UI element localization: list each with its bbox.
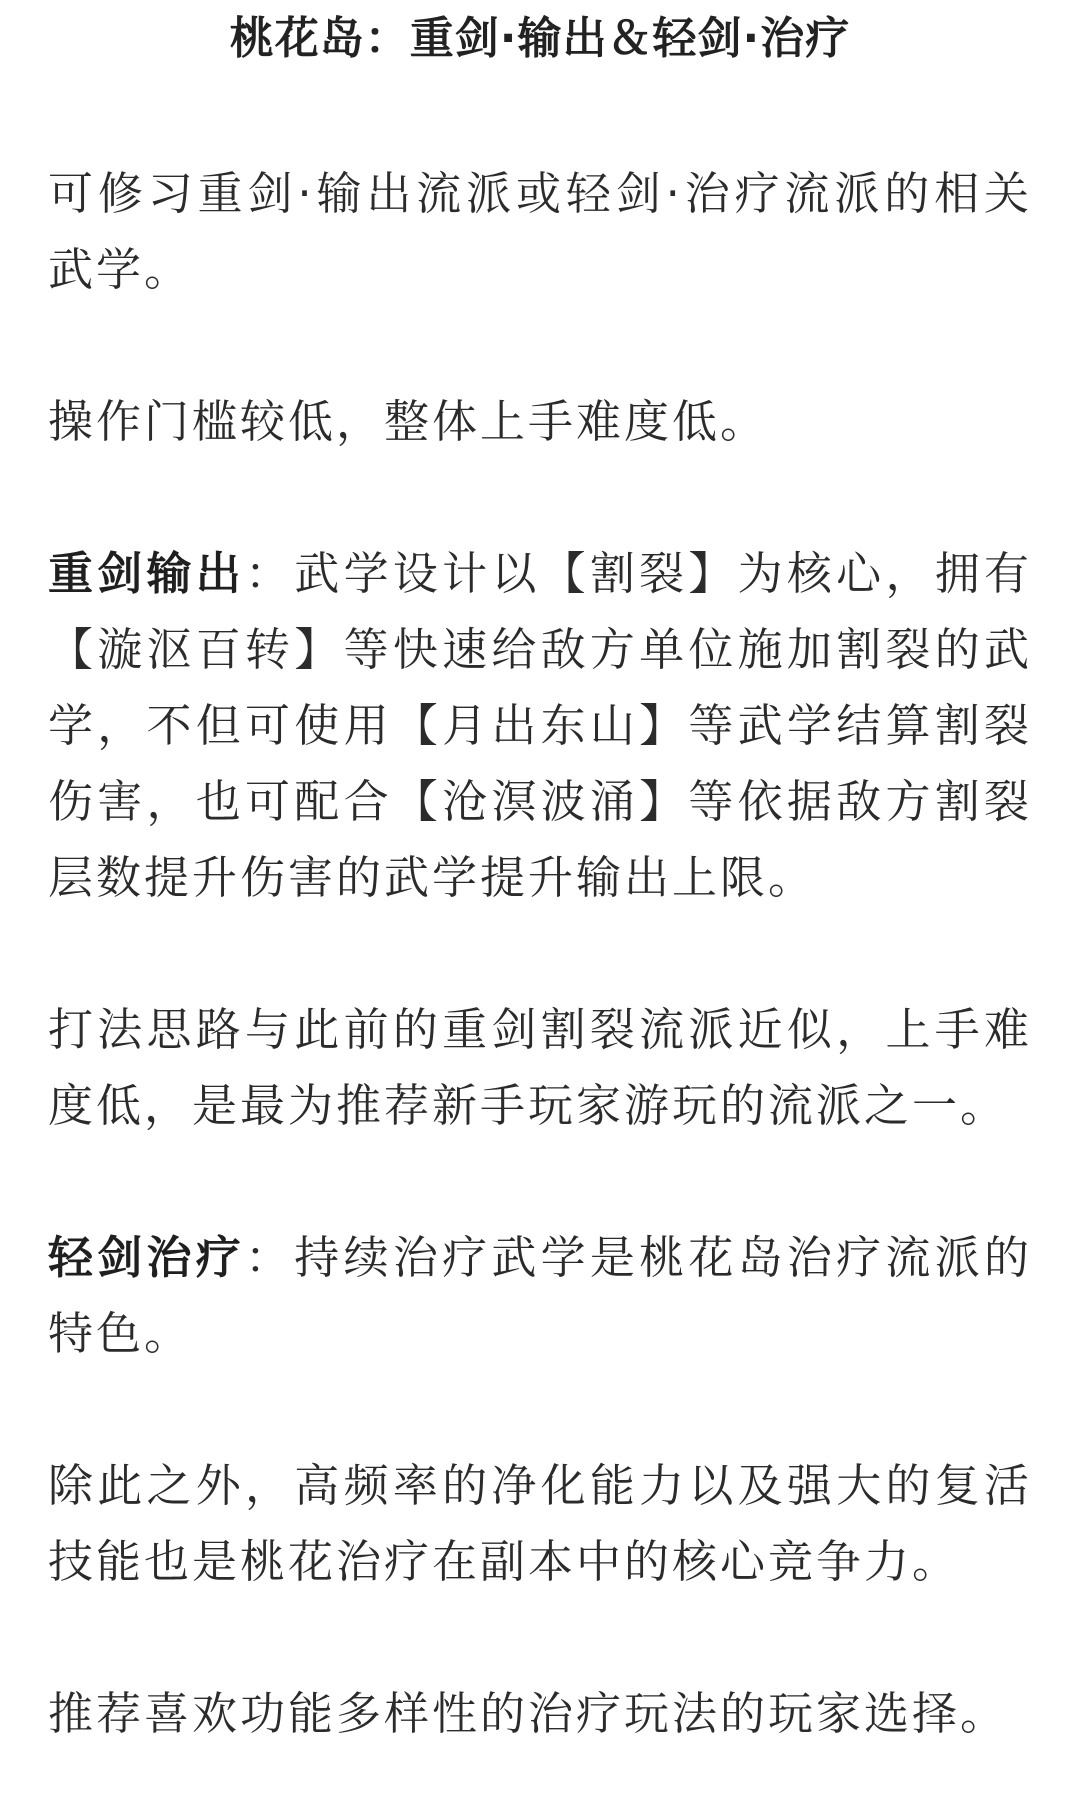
paragraph-intro (48, 156, 1032, 308)
paragraph-text: ：武学设计以【割裂】为核心，拥有【漩沤百转】等快速给敌方单位施加割裂的武学，不但可使用【月出东山】等武学结算割裂伤害，也可配合【沧溟波涌】等依据敌方割裂层数提升伤害的武学提升输出上限。 (48, 547, 1032, 904)
paragraph-text: 推荐喜欢功能多样性的治疗玩法的玩家选择。 (48, 1687, 1009, 1740)
article-title: 桃花岛：重剑·输出＆轻剑·治疗 (229, 13, 851, 64)
paragraph-difficulty (48, 384, 1032, 460)
paragraph-core-strengths (48, 1448, 1032, 1600)
paragraph-playstyle (48, 992, 1032, 1144)
paragraph-lead: 重剑输出 (48, 547, 246, 600)
paragraph-recommendation (48, 1676, 1032, 1752)
paragraph-light-sword-healing (48, 1220, 1032, 1372)
paragraph-text: 操作门槛较低，整体上手难度低。 (48, 395, 769, 448)
paragraph-text: 可修习重剑·输出流派或轻剑·治疗流派的相关武学。 (48, 167, 1032, 296)
paragraph-lead: 轻剑治疗 (48, 1231, 246, 1284)
paragraph-heavy-sword-output (48, 536, 1032, 916)
paragraph-text: ：持续治疗武学是桃花岛治疗流派的特色。 (48, 1231, 1032, 1360)
paragraph-text: 打法思路与此前的重剑割裂流派近似，上手难度低，是最为推荐新手玩家游玩的流派之一。 (48, 1003, 1032, 1132)
paragraph-text: 除此之外，高频率的净化能力以及强大的复活技能也是桃花治疗在副本中的核心竞争力。 (48, 1459, 1032, 1588)
